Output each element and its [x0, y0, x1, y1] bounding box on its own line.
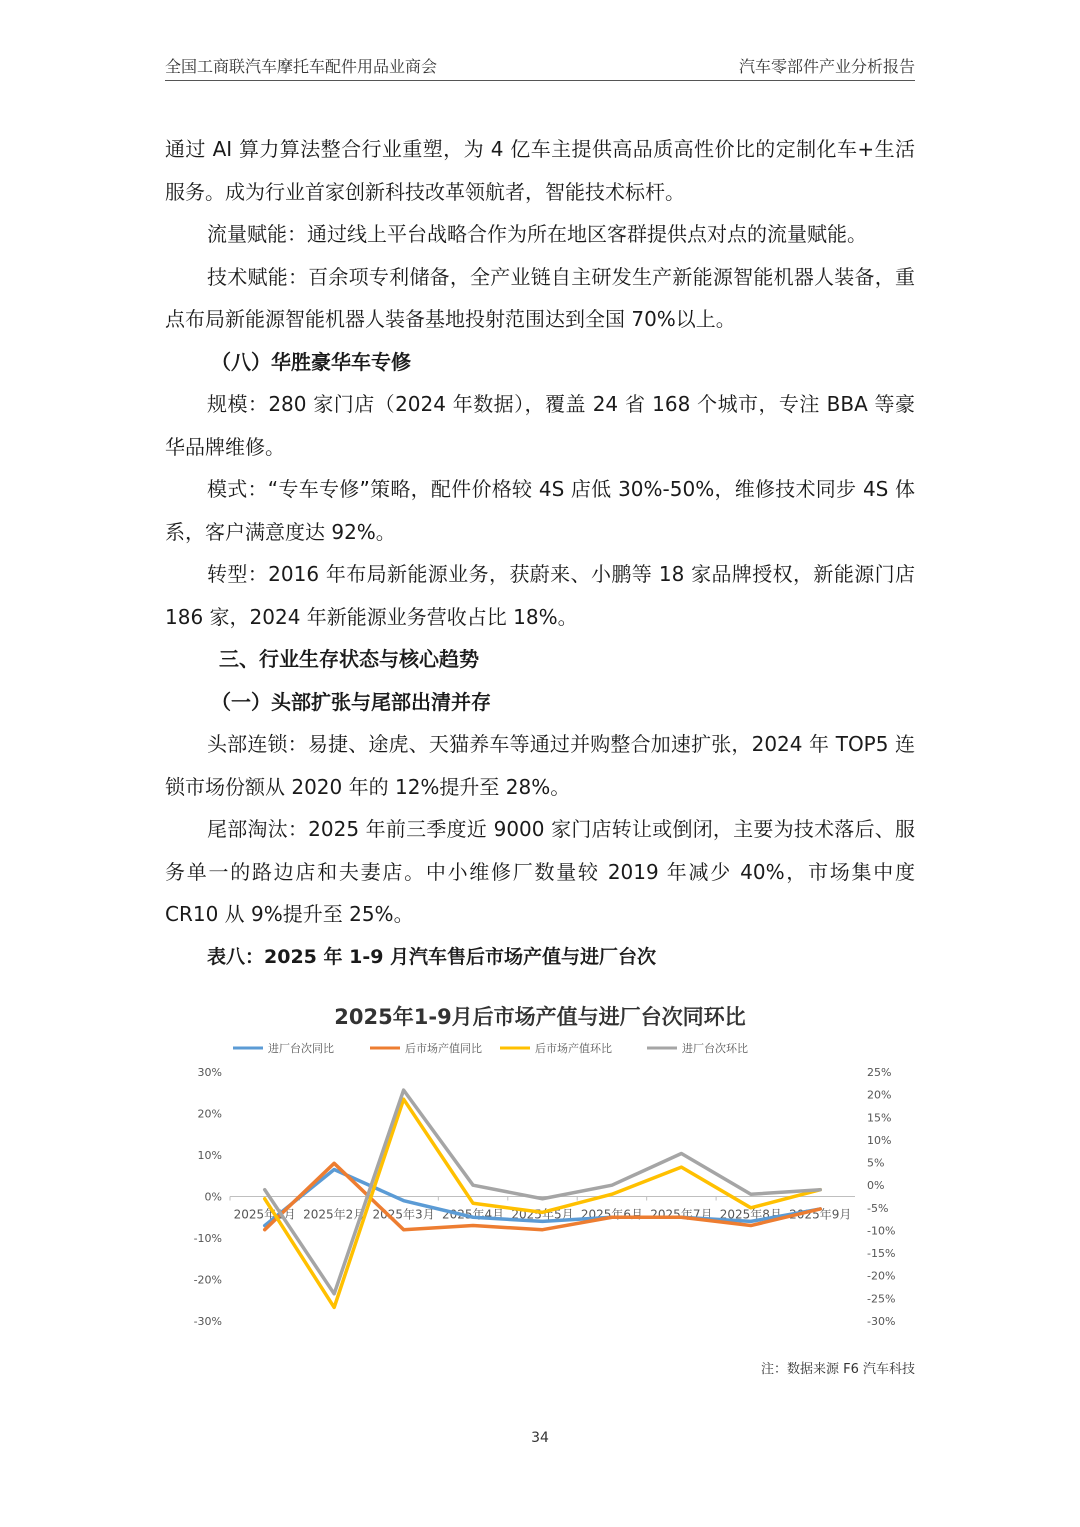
- right-tick-label: 10%: [867, 1133, 892, 1147]
- paragraph: 技术赋能：百余项专利储备，全产业链自主研发生产新能源智能机器人装备，重点布局新能源智能机器人装备基地投射范围达到全国 70%以上。: [165, 264, 915, 331]
- paragraph: 模式：“专车专修”策略，配件价格较 4S 店低 30%-50%，维修技术同步 4S 体系，客户满意度达 92%。: [165, 477, 915, 544]
- paragraph: 转型：2016 年布局新能源业务，获蔚来、小鹏等 18 家品牌授权，新能源门店 186 家，2024 年新能源业务营收占比 18%。: [165, 562, 915, 629]
- chart-legend: [233, 1041, 748, 1055]
- right-tick-label: -20%: [867, 1269, 896, 1283]
- source-note: 注：数据来源 F6 汽车科技: [760, 1362, 915, 1377]
- left-tick-label: -20%: [193, 1273, 222, 1287]
- right-tick-label: -25%: [867, 1292, 896, 1306]
- right-tick-label: -30%: [867, 1315, 896, 1328]
- left-tick-label: 30%: [197, 1066, 222, 1079]
- chart-title: 2025年1-9月后市场产值与进厂台次同环比: [334, 1005, 746, 1029]
- paragraph: 通过 AI 算力算法整合行业重塑，为 4 亿车主提供高品质高性价比的定制化车+生活服务。成为行业首家创新科技改革领航者，智能技术标杆。: [165, 137, 915, 204]
- left-tick-label: 0%: [204, 1190, 222, 1204]
- page-header: [165, 50, 915, 81]
- page-number: 34: [531, 1430, 549, 1446]
- legend-label: 进厂台次环比: [682, 1042, 748, 1055]
- table-caption: 表八：2025 年 1-9 月汽车售后市场产值与进厂台次: [207, 945, 657, 968]
- x-tick-label: 2025年8月: [719, 1207, 782, 1222]
- x-tick-label: 2025年3月: [372, 1207, 435, 1222]
- series-line: [265, 1099, 821, 1307]
- legend-label: 进厂台次同比: [268, 1042, 334, 1055]
- x-tick-label: 2025年5月: [511, 1207, 574, 1222]
- x-tick-label: 2025年1月: [233, 1207, 296, 1222]
- line-chart: [165, 990, 915, 1350]
- x-tick-label: 2025年9月: [789, 1207, 852, 1222]
- right-tick-label: -10%: [867, 1224, 896, 1238]
- paragraph: 头部连锁：易捷、途虎、天猫养车等通过并购整合加速扩张，2024 年 TOP5 连锁市场份额从 2020 年的 12%提升至 28%。: [165, 732, 915, 799]
- paragraph: 流量赋能：通过线上平台战略合作为所在地区客群提供点对点的流量赋能。: [207, 222, 867, 246]
- legend-label: 后市场产值环比: [535, 1042, 612, 1055]
- x-tick-label: 2025年2月: [303, 1207, 366, 1222]
- right-tick-label: 20%: [867, 1088, 892, 1102]
- right-tick-label: -15%: [867, 1247, 896, 1261]
- x-tick-label: 2025年4月: [441, 1207, 505, 1222]
- paragraph: 规模：280 家门店（2024 年数据），覆盖 24 省 168 个城市，专注 BBA 等豪华品牌维修。: [165, 392, 915, 459]
- header-right-text: 汽车零部件产业分析报告: [738, 57, 915, 76]
- paragraph: 尾部淘汰：2025 年前三季度近 9000 家门店转让或倒闭，主要为技术落后、服务单一的路边店和夫妻店。中小维修厂数量较 2019 年减少 40%，市场集中度 CR10 从 9%提升至 25%。: [165, 817, 915, 926]
- left-tick-label: 20%: [197, 1107, 222, 1121]
- section-heading: （八）华胜豪华车专修: [211, 349, 411, 374]
- section-heading: （一）头部扩张与尾部出清并存: [211, 689, 491, 714]
- x-tick-label: 2025年7月: [650, 1207, 713, 1222]
- chart-lines: [265, 1090, 821, 1307]
- right-tick-label: 15%: [867, 1111, 892, 1125]
- right-tick-label: -5%: [867, 1201, 889, 1215]
- header-left-text: 全国工商联汽车摩托车配件用品业商会: [165, 57, 438, 76]
- left-tick-label: -10%: [193, 1232, 222, 1245]
- right-tick-label: 0%: [867, 1179, 885, 1193]
- right-tick-label: 5%: [867, 1156, 885, 1170]
- legend-label: 后市场产值同比: [405, 1042, 482, 1055]
- chart-svg: [165, 990, 915, 1350]
- chapter-heading: 三、行业生存状态与核心趋势: [219, 647, 479, 671]
- x-tick-label: 2025年6月: [580, 1207, 644, 1222]
- body-content: [165, 128, 915, 978]
- left-tick-label: -30%: [193, 1315, 222, 1328]
- left-tick-label: 10%: [197, 1149, 222, 1162]
- right-tick-label: 25%: [867, 1066, 892, 1079]
